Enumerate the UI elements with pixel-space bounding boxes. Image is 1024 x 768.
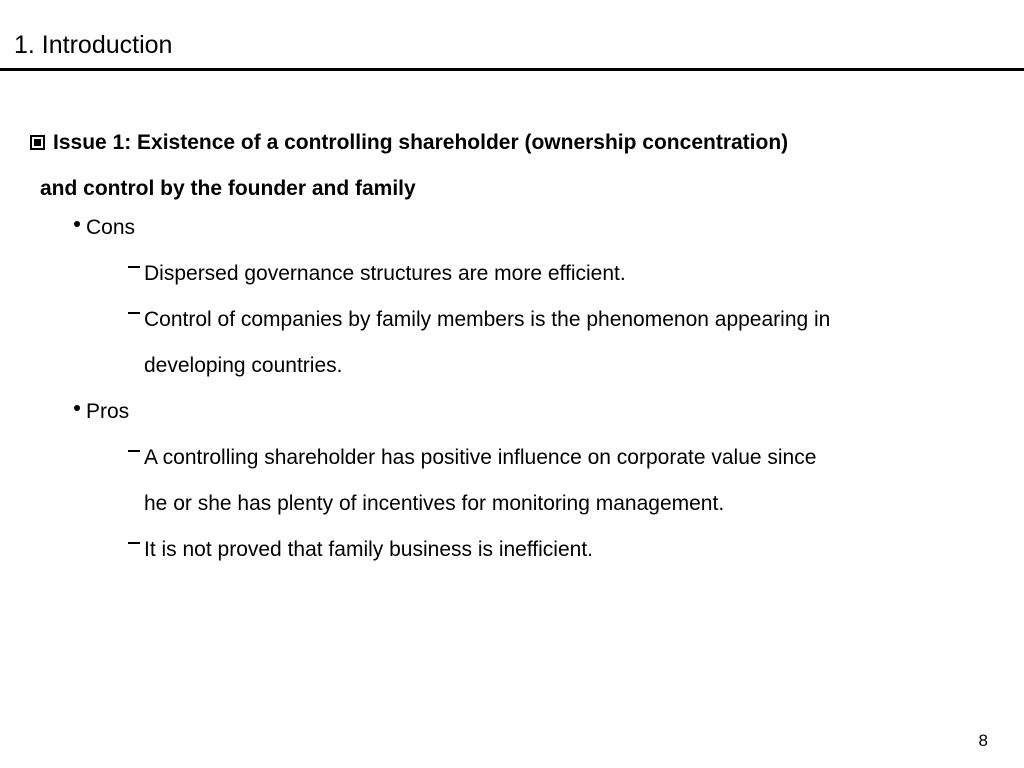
cons-item-2-continuation: developing countries. (144, 354, 343, 377)
pros-item-1 (128, 435, 816, 527)
bullet-cons (74, 213, 135, 243)
issue-heading (30, 120, 788, 212)
bullet-label-cons: Cons (86, 216, 136, 239)
pros-item-2 (128, 527, 593, 573)
dash-icon (128, 266, 140, 268)
dash-icon (128, 542, 140, 544)
cons-item-2 (128, 297, 830, 389)
cons-item-1-text: Dispersed governance structures are more efficient. (144, 262, 626, 285)
cons-item-1 (128, 251, 626, 297)
title-divider (0, 68, 1024, 71)
dash-icon (128, 312, 140, 314)
page-number: 8 (978, 731, 988, 750)
dash-icon (128, 450, 140, 452)
cons-item-2-text: Control of companies by family members is the phenomenon appearing in (144, 308, 831, 331)
issue-heading-line2: and control by the founder and family (40, 177, 416, 200)
slide-title: 1. Introduction (14, 31, 173, 59)
pros-item-1-continuation: he or she has plenty of incentives for monitoring management. (144, 492, 725, 515)
filled-square-icon (30, 135, 45, 150)
bullet-label-pros: Pros (86, 400, 130, 423)
bullet-dot-icon (74, 221, 80, 227)
bullet-dot-icon (74, 405, 80, 411)
bullet-pros (74, 397, 129, 427)
pros-item-1-text: A controlling shareholder has positive influence on corporate value since (144, 446, 817, 469)
issue-heading-line1: Issue 1: Existence of a controlling shareholder (ownership concentration) (53, 131, 789, 154)
pros-item-2-text: It is not proved that family business is inefficient. (144, 538, 593, 561)
